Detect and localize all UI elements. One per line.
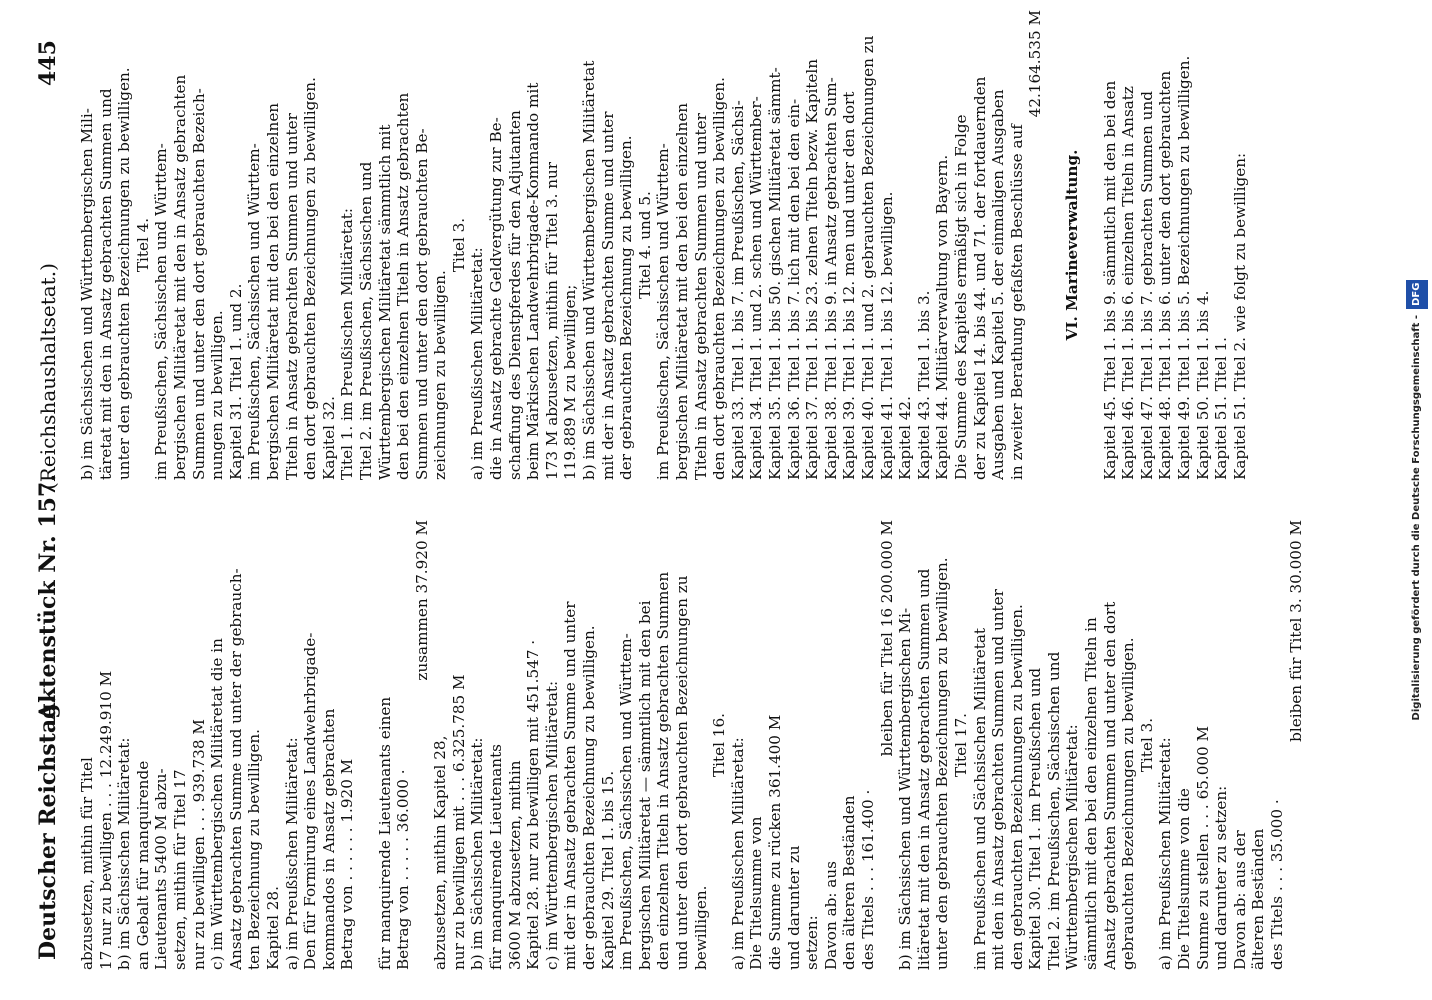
text-line: Württembergischen Militäretat: xyxy=(1063,724,1082,970)
text-line: sämmtlich mit den bei den einzelnen Titeln in xyxy=(1082,617,1101,970)
text-line: Titeln in Ansatz gebrachten Summen und unter xyxy=(282,113,301,480)
text-line: a) im Preußischen Militäretat: xyxy=(728,737,747,970)
text-line: kommandos in Ansatz gebrachten xyxy=(319,708,338,970)
text-line: Kapitel 47. Titel 1. bis 7. gebrachten Summen und xyxy=(1137,91,1156,480)
text-line: a) im Preußischen Militäretat: xyxy=(1156,737,1175,970)
text-line xyxy=(1082,10,1101,480)
text-line: litäretat mit den in Ansatz gebrachten Summen und xyxy=(914,568,933,970)
text-line: mit der in Ansatz gebrachten Summe und unter xyxy=(598,111,617,480)
text-line: Kapitel 39. Titel 1. bis 12. men und unter den dort xyxy=(840,91,859,480)
text-line: Ansatz gebrachten Summe und unter der gebrauch- xyxy=(226,568,245,970)
text-line: schaffung des Dienstpferdes für den Adjutanten xyxy=(505,110,524,480)
text-line: Kapitel 45. Titel 1. bis 9. sämmtlich mit den bei den xyxy=(1100,80,1119,480)
text-line: den einzelnen Titeln in Ansatz gebrachten Summen xyxy=(654,571,673,970)
text-line: bleiben für Titel 16 200.000 M xyxy=(877,520,896,757)
text-line: an Gebalt für manquirende xyxy=(133,760,152,970)
digitization-credit xyxy=(1406,0,1428,1000)
text-line: Ansatz gebrachten Summen und unter den dort xyxy=(1100,601,1119,970)
text-line: b) im Sächsischen Militäretat: xyxy=(115,737,134,970)
text-line: bergischen Militäretat mit den in Ansatz gebrachten xyxy=(170,74,189,480)
right-text-column xyxy=(78,10,1249,480)
text-line: der zu Kapitel 14. bis 44. und 71. der fortdauernden xyxy=(970,76,989,480)
text-line: b) im Sächsischen Militäretat: xyxy=(468,737,487,970)
text-line: 42.164.535 M xyxy=(1026,10,1045,118)
text-line: a) im Preußischen Militäretat: xyxy=(282,737,301,970)
text-line: abzusetzen, mithin Kapitel 28, xyxy=(431,735,450,970)
text-line: Die Summe des Kapitels ermäßigt sich in Folge xyxy=(951,114,970,480)
text-line: im Preußischen, Sächsischen und Württem- xyxy=(654,143,673,480)
text-line: Titel 3. xyxy=(1137,717,1156,773)
text-line: Kapitel 51. Titel 2. wie folgt zu bewilligen: xyxy=(1230,152,1249,480)
text-line: c) im Württembergischen Militäretat: xyxy=(542,680,561,970)
text-line: 3600 M abzusetzen, mithin xyxy=(505,760,524,970)
left-text-column xyxy=(78,520,1305,970)
text-line: Davon ab: aus der xyxy=(1230,830,1249,970)
text-line: im Preußischen, Sächsischen und Württem- xyxy=(245,143,264,480)
text-line: Titel 3. xyxy=(449,217,468,273)
text-line: mit den in Ansatz gebrachten Summen und unter xyxy=(989,589,1008,970)
text-line: Titel 4. xyxy=(133,217,152,273)
text-line: Kapitel 51. Titel 1. xyxy=(1212,337,1231,480)
page-number: 445 xyxy=(35,40,61,86)
text-line: im Preußischen und Sächsischen Militäretat xyxy=(970,628,989,970)
text-line xyxy=(357,520,376,970)
text-line: Kapitel 41. Titel 1. bis 12. bewilligen. xyxy=(877,191,896,480)
text-line: in zweiter Berathung gefaßten Beschlüsse auf xyxy=(1007,124,1026,480)
text-line: Kapitel 35. Titel 1. bis 50. gischen Militäretat sämmt- xyxy=(765,67,784,480)
text-line: Kapitel 46. Titel 1. bis 6. einzelnen Titeln in Ansatz xyxy=(1119,86,1138,480)
text-line: 17 nur zu bewilligen . . . 12.249.910 M xyxy=(96,670,115,970)
text-line: Summe zu stellen . . . 65.000 M xyxy=(1193,725,1212,970)
text-line: Titeln in Ansatz gebrachten Summen und unter xyxy=(691,113,710,480)
text-line: nur zu bewilligen mit . . . 6.325.785 M xyxy=(449,674,468,970)
text-line: Württembergischen Militäretat sämmtlich mit xyxy=(375,124,394,480)
text-line: Davon ab: aus xyxy=(821,861,840,970)
text-line xyxy=(1045,10,1064,480)
text-line: Titel 1. im Preußischen Militäretat: xyxy=(338,207,357,480)
text-line: Kapitel 48. Titel 1. bis 6. unter den dort gebrauchten xyxy=(1156,70,1175,480)
text-line: 173 M abzusetzen, mithin für Titel 3. nur xyxy=(542,161,561,480)
text-line: des Titels . . . 35.000 · xyxy=(1268,799,1286,970)
text-line: Kapitel 42. xyxy=(896,396,915,480)
text-line: den gebrauchten Bezeichnungen zu bewilligen. xyxy=(1007,604,1026,970)
text-line: Kapitel 31. Titel 1. und 2. xyxy=(226,283,245,480)
text-line: ten Bezeichnung zu bewilligen. xyxy=(245,729,264,970)
text-line: Den für Formirung eines Landwehrbrigade- xyxy=(301,632,320,970)
text-line: Lieutenants 5400 M abzu- xyxy=(152,768,171,970)
text-line: b) im Sächsischen und Württembergischen Militäretat xyxy=(580,60,599,480)
text-line: Die Titelsumme von xyxy=(747,816,766,970)
text-line: den dort gebrauchten Bezeichnungen zu bewilligen. xyxy=(301,77,320,480)
text-line: mit der in Ansatz gebrachten Summe und unter xyxy=(561,601,580,970)
text-line: bleiben für Titel 3. 30.000 M xyxy=(1286,520,1305,742)
credit-text: Digitalisierung gefördert durch die Deutsche Forschungsgemeinschaft - xyxy=(1411,314,1422,721)
text-line: Kapitel 33. Titel 1. bis 7. im Preußischen, Sächsi- xyxy=(728,100,747,480)
text-line: setzen: xyxy=(803,915,822,970)
text-line: Ausgaben und Kapitel 5. der einmaligen Ausgaben xyxy=(989,89,1008,480)
text-line: Kapitel 29. Titel 1. bis 15. xyxy=(598,770,617,970)
text-line: Kapitel 44. Militärverwaltung von Bayern. xyxy=(933,154,952,480)
text-line: zusammen 37.920 M xyxy=(412,520,431,681)
text-line: setzen, mithin für Titel 17 xyxy=(170,769,189,970)
text-line: unter den gebrauchten Bezeichnungen zu bewilligen. xyxy=(115,67,134,480)
text-line: Kapitel 40. Titel 1. und 2. gebrauchten Bezeichnungen zu xyxy=(858,35,877,480)
page-header xyxy=(28,40,68,960)
dfg-logo: DFG xyxy=(1406,280,1428,309)
text-line: im Preußischen, Sächsischen und Württem- xyxy=(617,633,636,970)
text-line: unter den gebrauchten Bezeichnungen zu bewilligen. xyxy=(933,557,952,970)
text-line: Titel 2. im Preußischen, Sächsischen und xyxy=(1044,651,1063,970)
text-line: Betrag von . . . . . . 1.920 M xyxy=(338,758,357,970)
text-line: c) im Württembergischen Militäretat die in xyxy=(208,638,227,970)
text-line: bergischen Militäretat — sämmtlich mit den bei xyxy=(635,600,654,970)
text-line: den bei den einzelnen Titeln in Ansatz gebrachten xyxy=(394,92,413,480)
text-line: für manquirende Lieutenants einen xyxy=(375,696,394,970)
text-line: der gebrauchten Bezeichnung zu bewilligen. xyxy=(580,625,599,970)
text-line: Titel 4. und 5. xyxy=(635,191,654,299)
text-line: und unter den dort gebrauchten Bezeichnungen zu xyxy=(673,575,691,970)
text-line: im Preußischen, Sächsischen und Württem- xyxy=(152,143,171,480)
text-line: abzusetzen, mithin für Titel xyxy=(78,757,96,970)
text-line: Kapitel 34. Titel 1. und 2. schen und Württember- xyxy=(747,96,766,480)
text-line: VI. Marineverwaltung. xyxy=(1063,149,1082,341)
text-line: den dort gebrauchten Bezeichnungen zu bewilligen. xyxy=(710,77,729,480)
text-line: Kapitel 50. Titel 1. bis 4. xyxy=(1193,290,1212,480)
text-line: Die Titelsumme von die xyxy=(1175,788,1194,970)
text-line: Kapitel 28. xyxy=(263,886,282,970)
text-line: für manquirende Lieutenants xyxy=(487,744,506,970)
text-line: Titel 2. im Preußischen, Sächsischen und xyxy=(356,161,375,480)
text-line: älteren Beständen xyxy=(1249,828,1268,970)
text-line: bergischen Militäretat mit den bei den einzelnen xyxy=(263,102,282,480)
text-line: täretat mit den in Ansatz gebrachten Summen und xyxy=(96,88,115,480)
header-left: Deutscher Reichstag. xyxy=(35,695,61,960)
text-line: die in Ansatz gebrachte Geldvergütung zur Be- xyxy=(487,117,506,480)
text-line: b) im Sächsischen und Württembergischen Mili- xyxy=(78,108,96,480)
text-line: Betrag von . . . . . 36.000 · xyxy=(394,769,413,970)
text-line: Kapitel 36. Titel 1. bis 7. lich mit den bei den ein- xyxy=(784,98,803,480)
text-line: Summen und unter den dort gebrauchten Be- xyxy=(412,128,431,480)
text-line: die Summe zu rücken 361.400 M xyxy=(765,714,784,970)
text-line: der gebrauchten Bezeichnung zu bewilligen. xyxy=(617,135,636,480)
text-line: Summen und unter den dort gebrauchten Bezeich- xyxy=(189,88,208,480)
text-line: und darunter zu xyxy=(784,845,803,970)
text-line: zeichnungen zu bewilligen. xyxy=(431,270,450,480)
text-line: Titel 16. xyxy=(710,713,729,777)
text-line: bewilligen. xyxy=(691,885,710,970)
text-line: nur zu bewilligen . . . 939.738 M xyxy=(189,719,208,970)
text-line: Kapitel 37. Titel 1. bis 23. zelnen Titeln bezw. Kapiteln xyxy=(803,58,822,480)
text-line: Kapitel 43. Titel 1. bis 3. xyxy=(914,290,933,480)
text-line: bergischen Militäretat mit den bei den einzelnen xyxy=(673,102,691,480)
text-line: b) im Sächsischen und Württembergischen Mi- xyxy=(896,607,915,970)
text-line: 119.889 M zu bewilligen; xyxy=(561,284,580,480)
text-line: Kapitel 30. Titel 1. im Preußischen und xyxy=(1026,667,1045,970)
text-line: Kapitel 28. nur zu bewilligen mit 451.547 · xyxy=(524,639,543,970)
text-line: Kapitel 38. Titel 1. bis 9. in Ansatz gebrachten Sum- xyxy=(821,77,840,480)
text-line: den älteren Beständen xyxy=(840,795,859,970)
text-line: beim Märkischen Landwehrbrigade-Kommando mit xyxy=(524,82,543,480)
header-document-number: Aktenstück Nr. 157. xyxy=(35,474,61,720)
text-line: des Titels . . . 161.400 · xyxy=(858,789,877,970)
text-line: Kapitel 49. Titel 1. bis 5. Bezeichnungen zu bewilligen. xyxy=(1175,55,1194,480)
text-line: a) im Preußischen Militäretat: xyxy=(468,247,487,480)
text-line: nungen zu bewilligen. xyxy=(208,310,227,480)
text-line: Titel 17. xyxy=(951,713,970,777)
text-line: gebrauchten Bezeichnungen zu bewilligen. xyxy=(1119,637,1138,970)
text-line: und darunter zu setzen: xyxy=(1212,785,1231,970)
text-line: Kapitel 32. xyxy=(319,396,338,480)
header-subject: (Reichshaushaltsetat.) xyxy=(36,263,60,490)
